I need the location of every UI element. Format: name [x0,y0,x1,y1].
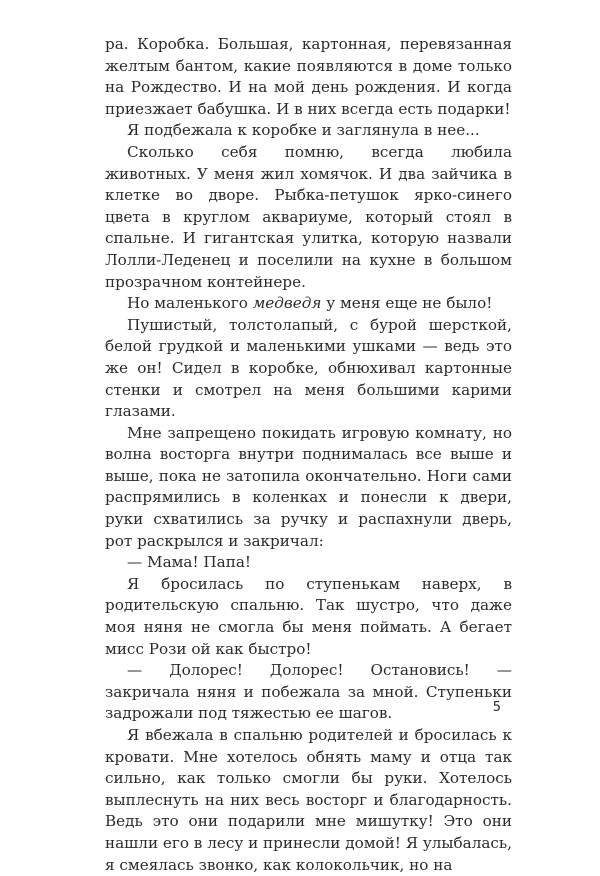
page-number: 5 [492,700,501,715]
paragraph-8: Я бросилась по ступенькам наверх, в родительскую спальню. Так шустро, что даже моя няня не смогла бы меня поймать. А бегает мисс Рози ой как быстро! [105,574,512,658]
paragraph-6: Мне запрещено покидать игровую комнату, но волна восторга внутри поднималась все выше и выше, пока не затопила окончательно. Ноги сами распрямились в коленках и понесли к двери, руки схватились за ручку и распахнули дверь, рот раскрылся и закричал: [105,423,512,550]
paragraph-5: Пушистый, толстолапый, с бурой шерсткой, белой грудкой и маленькими ушками — ведь это же он! Сидел в коробке, обнюхивал картонные стенки и смотрел на меня большими карими глазами. [105,315,512,421]
paragraph-4-before: Но маленького [127,294,253,313]
paragraph-4-after: у меня еще не было! [321,294,493,313]
paragraph-2: Я подбежала к коробке и заглянула в нее... [127,121,480,140]
paragraph-7: — Мама! Папа! [127,553,251,572]
paragraph-9: — Долорес! Долорес! Остановись! — закричала няня и побежала за мной. Ступеньки задрожали под тяжестью ее шагов. [105,661,512,723]
paragraph-4 [105,293,512,315]
paragraph-10: Я вбежала в спальню родителей и бросилась к кровати. Мне хотелось обнять маму и отца так сильно, как только смогли бы руки. Хотелось выплеснуть на них весь восторг и благодарность. Ведь это они подарили мне мишутку! Это они нашли его в лесу и принесли домой! Я улыбалась, я смеялась звонко, как колокольчик, но на [105,726,512,874]
paragraph-1: ра. Коробка. Большая, картонная, перевязанная желтым бантом, какие появляются в доме только на Рождество. И на мой день рождения. И когда приезжает бабушка. И в них всегда есть подарки! [105,35,512,118]
paragraph-3: Сколько себя помню, всегда любила животных. У меня жил хомячок. И два зайчика в клетке во дворе. Рыбка-петушок ярко-синего цвета в круглом аквариуме, который стоял в спальне. И гигантская улитка, которую назвали Лолли-Леденец и поселили на кухне в большом прозрачном контейнере. [105,142,512,291]
paragraph-4-emphasis: медведя [252,294,322,313]
